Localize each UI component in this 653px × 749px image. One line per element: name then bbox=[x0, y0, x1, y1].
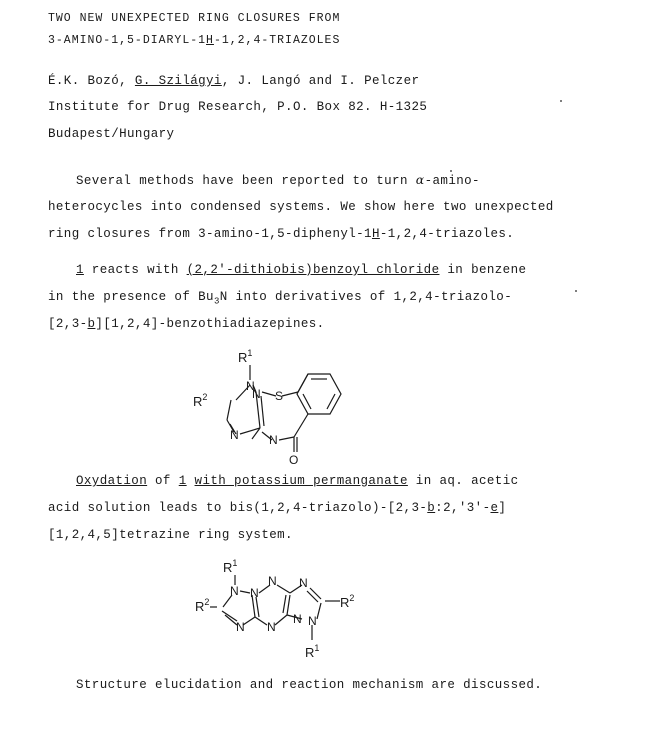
subscript: 3 bbox=[213, 296, 220, 307]
nitrogen-label: N bbox=[267, 620, 276, 634]
body-text: [1,2,4,5]tetrazine ring system. bbox=[48, 528, 293, 542]
para1-line-3 bbox=[48, 227, 514, 241]
title-line-1 bbox=[48, 12, 340, 25]
sulfur-label: S bbox=[275, 389, 284, 403]
bis-triazolo-tetrazine-structure bbox=[195, 555, 375, 665]
scan-speck bbox=[560, 100, 562, 102]
scan-speck bbox=[575, 290, 577, 292]
body-text: of bbox=[147, 474, 179, 488]
body-text: acid solution leads to bis(1,2,4-triazolo)-[2,3- bbox=[48, 501, 428, 515]
nitrogen-label: N bbox=[293, 612, 302, 626]
body-text: -amino- bbox=[424, 174, 480, 188]
title-text: TWO NEW UNEXPECTED RING CLOSURES FROM bbox=[48, 12, 341, 25]
body-text: :2,'3'- bbox=[435, 501, 491, 515]
italic-b: b bbox=[87, 317, 96, 331]
body-text: heterocycles into condensed systems. We show here two unexpected bbox=[48, 200, 554, 214]
reagent-name: (2,2'-dithiobis)benzoyl chloride bbox=[186, 263, 440, 277]
oxygen-label: O bbox=[289, 453, 299, 467]
para1-line-1 bbox=[76, 172, 480, 188]
body-text bbox=[187, 474, 195, 488]
body-text: Structure elucidation and reaction mechanism are discussed. bbox=[76, 678, 543, 692]
para2-line-3 bbox=[48, 317, 325, 331]
author-names: , J. Langó and I. Pelczer bbox=[221, 74, 420, 88]
r1-label-bottom: $R^1$ bbox=[305, 643, 320, 660]
nitrogen-label: N bbox=[230, 428, 239, 442]
body-text: [2,3- bbox=[48, 317, 88, 331]
closing-line bbox=[76, 678, 542, 692]
r2-label-left: $R^2$ bbox=[195, 597, 210, 614]
compound-number: 1 bbox=[178, 474, 187, 488]
body-text: Several methods have been reported to turn bbox=[76, 174, 416, 188]
scan-speck bbox=[450, 170, 452, 172]
body-text: -1,2,4-triazoles. bbox=[379, 227, 515, 241]
nitrogen-label: N bbox=[252, 387, 261, 401]
presenting-author: G. Szilágyi bbox=[134, 74, 222, 88]
benzothiadiazepine-structure bbox=[190, 340, 370, 470]
para2-line-1 bbox=[76, 263, 526, 277]
r2-label-right: $R^2$ bbox=[340, 593, 355, 610]
body-text: in benzene bbox=[439, 263, 527, 277]
body-text: ] bbox=[498, 501, 507, 515]
italic-h: H bbox=[371, 227, 380, 241]
body-text: in the presence of Bu bbox=[48, 290, 214, 304]
affiliation-line-1 bbox=[48, 100, 427, 114]
nitrogen-label: N bbox=[246, 379, 255, 393]
title-italic-h: H bbox=[206, 34, 214, 47]
affiliation-text: Institute for Drug Research, P.O. Box 82. H-1325 bbox=[48, 100, 428, 114]
compound-number: 1 bbox=[76, 263, 84, 277]
alpha-symbol: α bbox=[415, 172, 425, 187]
para3-line-1 bbox=[76, 474, 519, 488]
reagent-name: with potassium permanganate bbox=[194, 474, 408, 488]
affiliation-text: Budapest/Hungary bbox=[48, 127, 175, 141]
body-text: ][1,2,4]-benzothiadiazepines. bbox=[95, 317, 325, 331]
nitrogen-label: N bbox=[230, 584, 239, 598]
title-text: -1,2,4-TRIAZOLES bbox=[213, 34, 341, 47]
body-text: reacts with bbox=[83, 263, 187, 277]
nitrogen-label: N bbox=[308, 614, 317, 628]
author-name: É.K. Bozó, bbox=[48, 74, 135, 88]
affiliation-line-2 bbox=[48, 127, 174, 141]
para1-line-2 bbox=[48, 200, 554, 214]
r2-label: $R^2$ bbox=[193, 392, 208, 409]
italic-b: b bbox=[427, 501, 436, 515]
body-text: ring closures from 3-amino-1,5-diphenyl-1 bbox=[48, 227, 372, 241]
r1-label: $R^1$ bbox=[238, 348, 253, 365]
body-text: in aq. acetic bbox=[407, 474, 519, 488]
para3-line-3 bbox=[48, 528, 293, 542]
title-line-2 bbox=[48, 34, 340, 47]
italic-e: e bbox=[490, 501, 499, 515]
authors-line bbox=[48, 74, 419, 88]
body-text: Oxydation bbox=[76, 474, 148, 488]
title-text: 3-AMINO-1,5-DIARYL-1 bbox=[48, 34, 207, 47]
para3-line-2 bbox=[48, 501, 506, 515]
nitrogen-label: N bbox=[236, 620, 245, 634]
body-text: N into derivatives of 1,2,4-triazolo- bbox=[219, 290, 513, 304]
structure-bonds bbox=[227, 365, 341, 452]
nitrogen-label: N bbox=[299, 576, 308, 590]
para2-line-2 bbox=[48, 290, 512, 307]
nitrogen-label: N bbox=[268, 574, 277, 588]
nitrogen-label: N bbox=[269, 433, 278, 447]
r1-label-top: $R^1$ bbox=[223, 558, 238, 575]
nitrogen-label: N bbox=[250, 586, 259, 600]
